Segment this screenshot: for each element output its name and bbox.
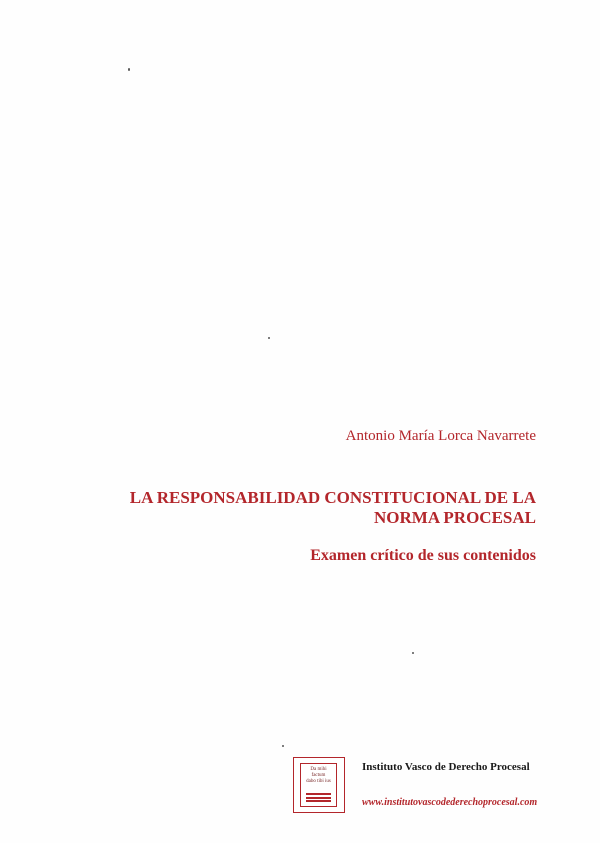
dust-speck — [412, 652, 414, 654]
dust-speck — [282, 745, 284, 747]
publisher-website: www.institutovascodederechoprocesal.com — [362, 797, 538, 808]
dust-speck — [268, 337, 270, 339]
logo-frame — [300, 763, 337, 807]
book-subtitle: Examen crítico de sus contenidos — [310, 547, 536, 564]
publisher-logo — [293, 757, 345, 813]
publisher-name: Instituto Vasco de Derecho Procesal — [362, 761, 530, 773]
logo-motto: Da mihi factum dabo tibi ius — [306, 767, 331, 784]
author-name: Antonio María Lorca Navarrete — [345, 428, 536, 444]
logo-stripes-icon — [306, 792, 331, 803]
book-title: LA RESPONSABILIDAD CONSTITUCIONAL DE LA NORMA PROCESAL — [129, 488, 536, 527]
dust-speck — [128, 68, 130, 71]
